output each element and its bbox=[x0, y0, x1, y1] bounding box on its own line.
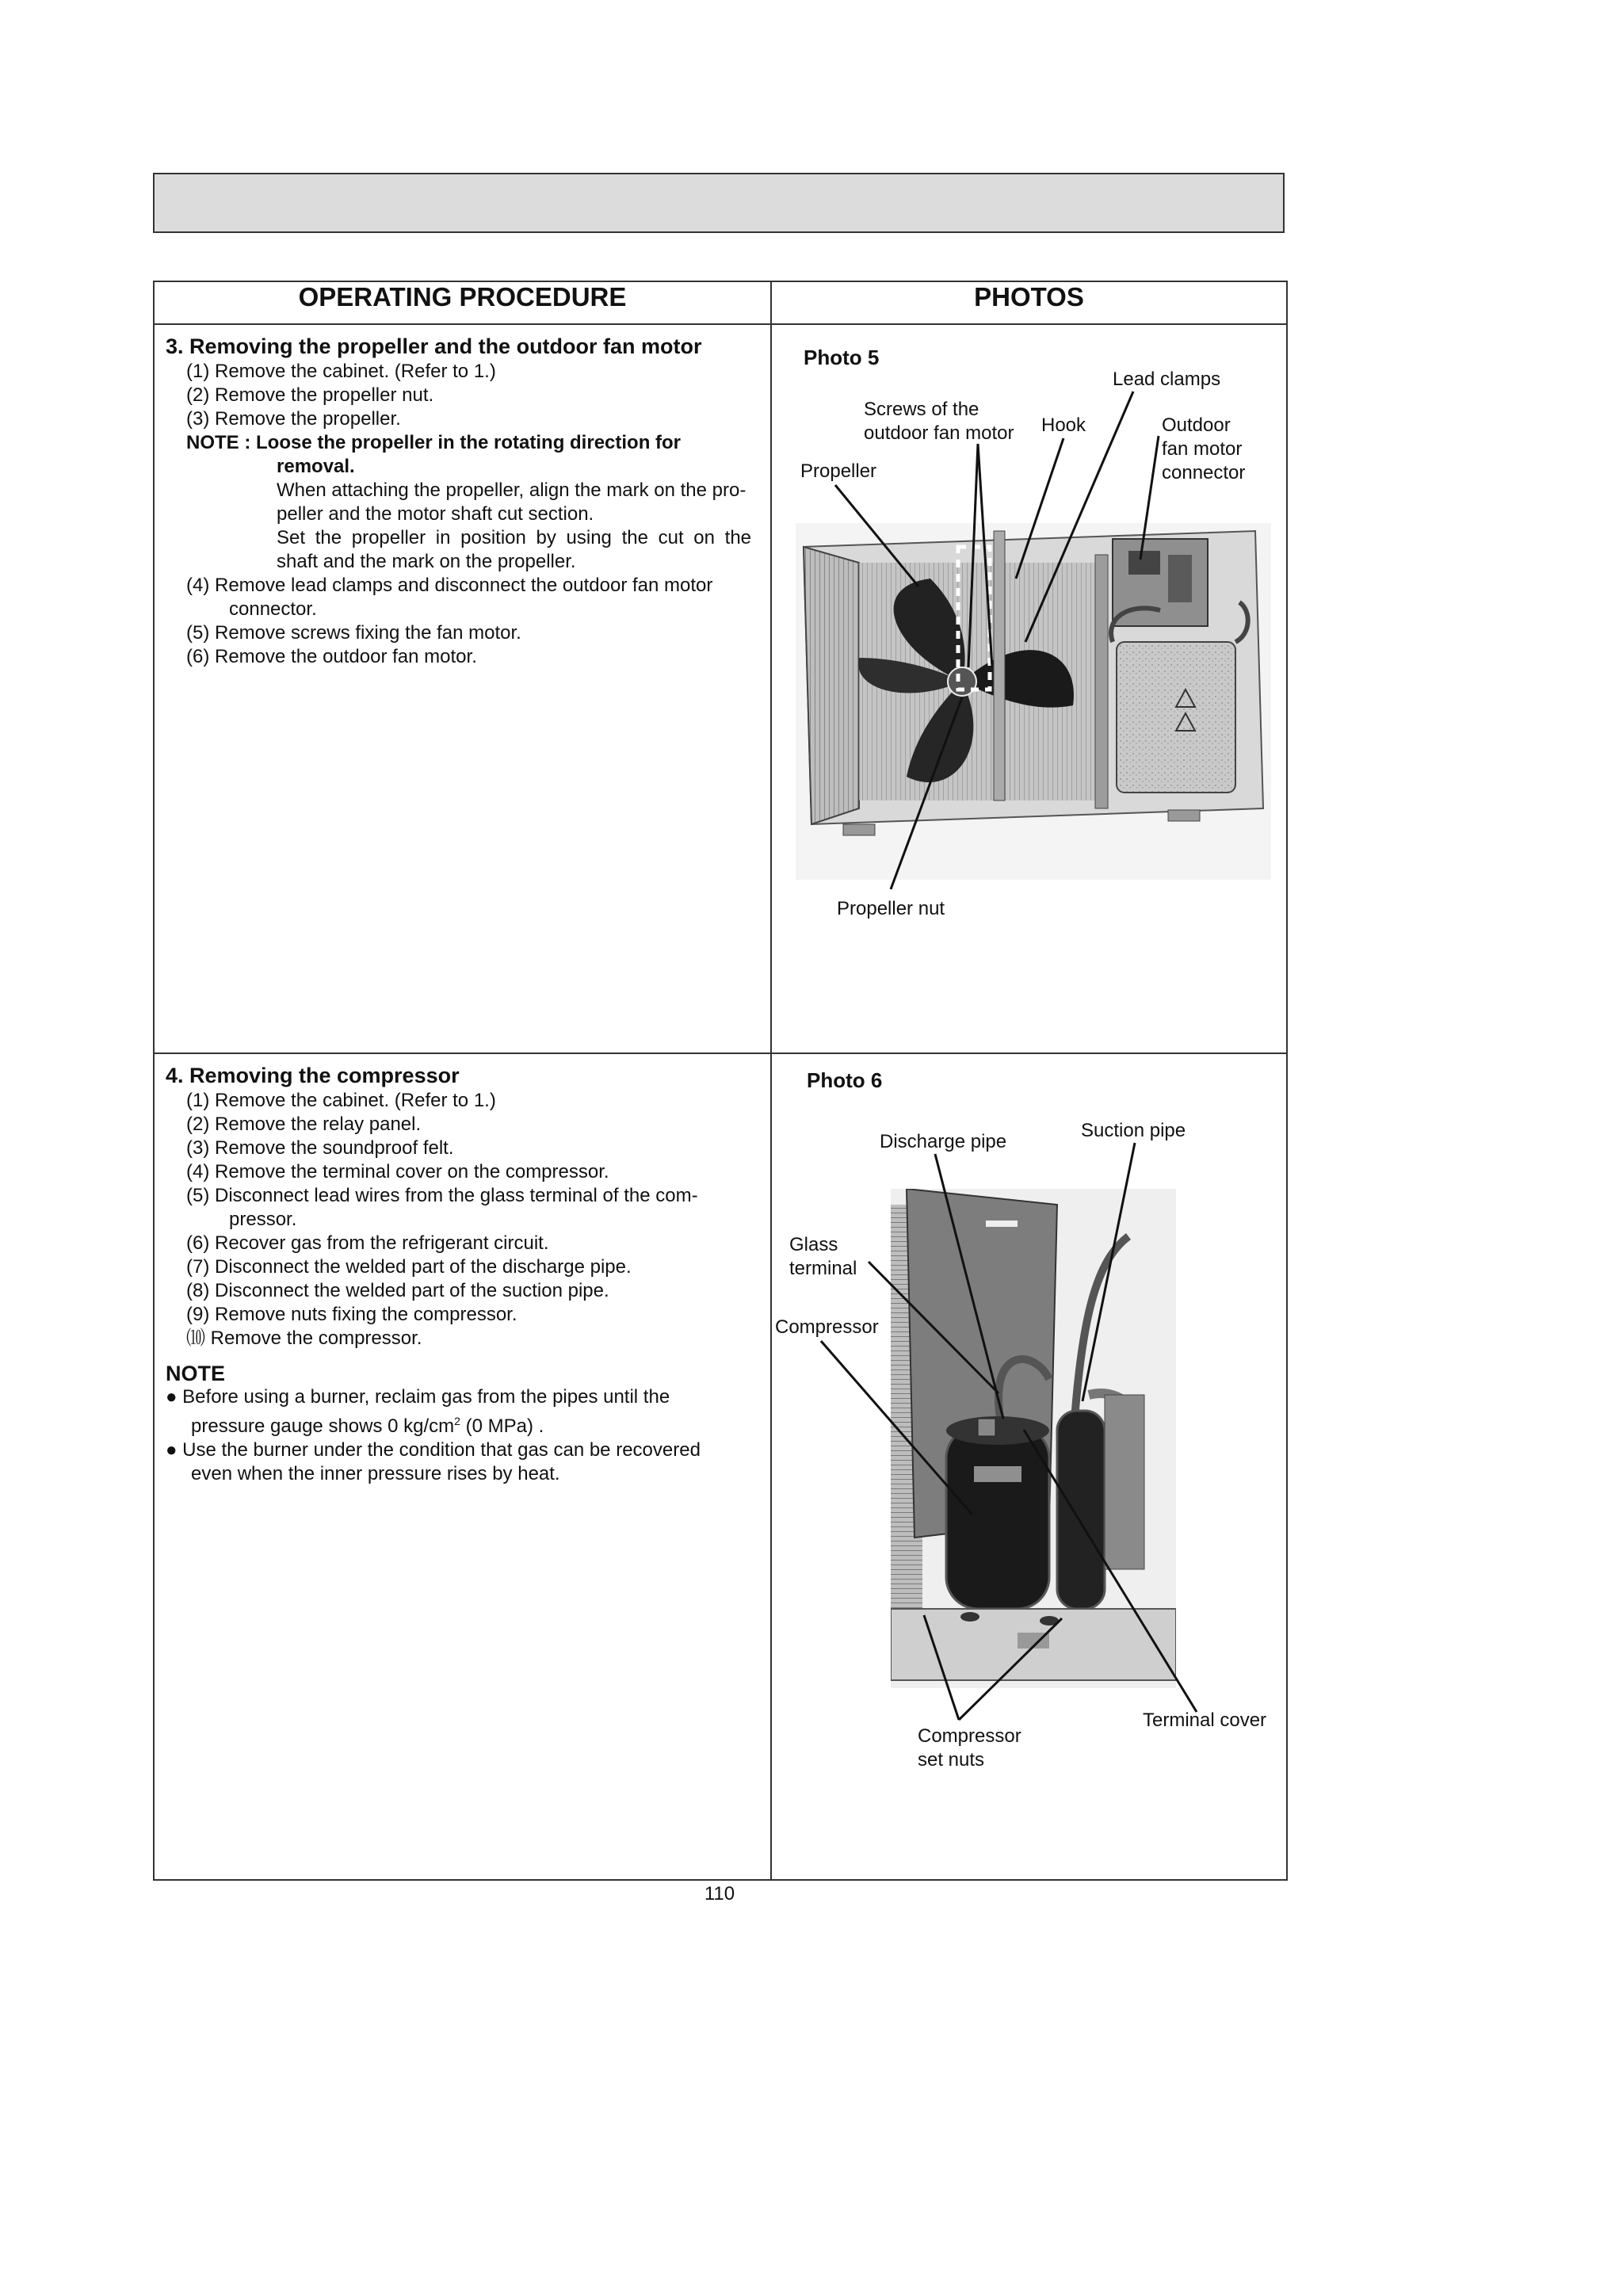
page-number: 110 bbox=[704, 1883, 735, 1904]
callout-connector-line3: connector bbox=[1162, 462, 1246, 483]
column-header-procedure: OPERATING PROCEDURE bbox=[154, 281, 771, 324]
section3-step-4-cont: connector. bbox=[229, 598, 317, 620]
section4-step-1: (1) Remove the cabinet. (Refer to 1.) bbox=[186, 1090, 496, 1111]
section3-note-label: NOTE : Loose the propeller in the rotating direction for bbox=[186, 432, 682, 453]
section3-step-2: (2) Remove the propeller nut. bbox=[186, 384, 434, 406]
section4-bullet-2: ● Use the burner under the condition that gas can be recovered bbox=[166, 1439, 701, 1461]
callout-set-nuts-line2: set nuts bbox=[918, 1749, 985, 1771]
callout-screws-line2: outdoor fan motor bbox=[864, 422, 1014, 444]
section4-note-title: NOTE bbox=[166, 1362, 226, 1385]
section3-step-3: (3) Remove the propeller. bbox=[186, 408, 401, 430]
section4-step-6: (6) Recover gas from the refrigerant circuit. bbox=[186, 1232, 549, 1254]
section4-step-10: ⑽ Remove the compressor. bbox=[186, 1328, 422, 1349]
section3-note-line-3: Set the propeller in position by using the cut on the bbox=[277, 527, 752, 548]
callout-propeller: Propeller bbox=[800, 460, 877, 482]
callout-glass-line1: Glass bbox=[789, 1234, 838, 1255]
photo5-cell bbox=[771, 324, 1287, 1053]
callout-propeller-nut: Propeller nut bbox=[837, 898, 945, 919]
section4-title: 4. Removing the compressor bbox=[166, 1064, 460, 1087]
header-bar bbox=[153, 173, 1285, 233]
callout-suction-pipe: Suction pipe bbox=[1081, 1120, 1186, 1141]
section4-bullet-1: ● Before using a burner, reclaim gas from the pipes until the bbox=[166, 1386, 670, 1408]
photo6-cell bbox=[771, 1053, 1287, 1880]
callout-connector-line1: Outdoor bbox=[1162, 415, 1231, 436]
callout-screws-line1: Screws of the bbox=[864, 399, 979, 420]
photo6-label: Photo 6 bbox=[807, 1068, 883, 1092]
section3-step-5: (5) Remove screws fixing the fan motor. bbox=[186, 622, 521, 644]
section3-title: 3. Removing the propeller and the outdoor fan motor bbox=[166, 334, 702, 358]
callout-connector-line2: fan motor bbox=[1162, 438, 1243, 460]
section4-step-7: (7) Disconnect the welded part of the discharge pipe. bbox=[186, 1256, 632, 1278]
callout-set-nuts-line1: Compressor bbox=[918, 1725, 1021, 1747]
callout-discharge-pipe: Discharge pipe bbox=[880, 1131, 1007, 1152]
section4-step-4: (4) Remove the terminal cover on the compressor. bbox=[186, 1161, 609, 1182]
procedure-table bbox=[153, 281, 1288, 1881]
photo6-leader-lines bbox=[772, 1054, 1288, 1881]
callout-glass-line2: terminal bbox=[789, 1258, 857, 1279]
callout-hook: Hook bbox=[1041, 415, 1086, 436]
section3-step-1: (1) Remove the cabinet. (Refer to 1.) bbox=[186, 361, 496, 382]
callout-compressor: Compressor bbox=[775, 1316, 879, 1338]
section4-step-3: (3) Remove the soundproof felt. bbox=[186, 1137, 454, 1159]
section3-note-cont: removal. bbox=[277, 456, 355, 477]
section4-procedure-cell bbox=[154, 1053, 771, 1880]
section3-step-6: (6) Remove the outdoor fan motor. bbox=[186, 646, 477, 667]
photo5-leader-lines bbox=[772, 325, 1288, 1054]
callout-terminal-cover: Terminal cover bbox=[1143, 1710, 1267, 1731]
section4-step-5-cont: pressor. bbox=[229, 1209, 297, 1230]
section4-step-9: (9) Remove nuts fixing the compressor. bbox=[186, 1304, 517, 1325]
section3-note-line-2: peller and the motor shaft cut section. bbox=[277, 503, 594, 525]
section3-step-4: (4) Remove lead clamps and disconnect the outdoor fan motor bbox=[186, 575, 713, 596]
photo5-label: Photo 5 bbox=[804, 346, 880, 369]
callout-lead-clamps: Lead clamps bbox=[1113, 369, 1221, 390]
section4-bullet-2-cont: even when the inner pressure rises by heat. bbox=[191, 1463, 560, 1484]
section4-step-5: (5) Disconnect lead wires from the glass terminal of the com- bbox=[186, 1185, 698, 1206]
section4-bullet-1-cont: pressure gauge shows 0 $kg/cm^2$ (0 MPa) . bbox=[191, 1415, 544, 1437]
section3-note-line-4: shaft and the mark on the propeller. bbox=[277, 551, 576, 572]
section3-procedure-cell bbox=[154, 324, 771, 1053]
column-header-photos: PHOTOS bbox=[771, 281, 1287, 324]
section4-step-8: (8) Disconnect the welded part of the suction pipe. bbox=[186, 1280, 609, 1301]
section4-step-2: (2) Remove the relay panel. bbox=[186, 1114, 422, 1135]
section3-note-line-1: When attaching the propeller, align the mark on the pro- bbox=[277, 479, 746, 501]
